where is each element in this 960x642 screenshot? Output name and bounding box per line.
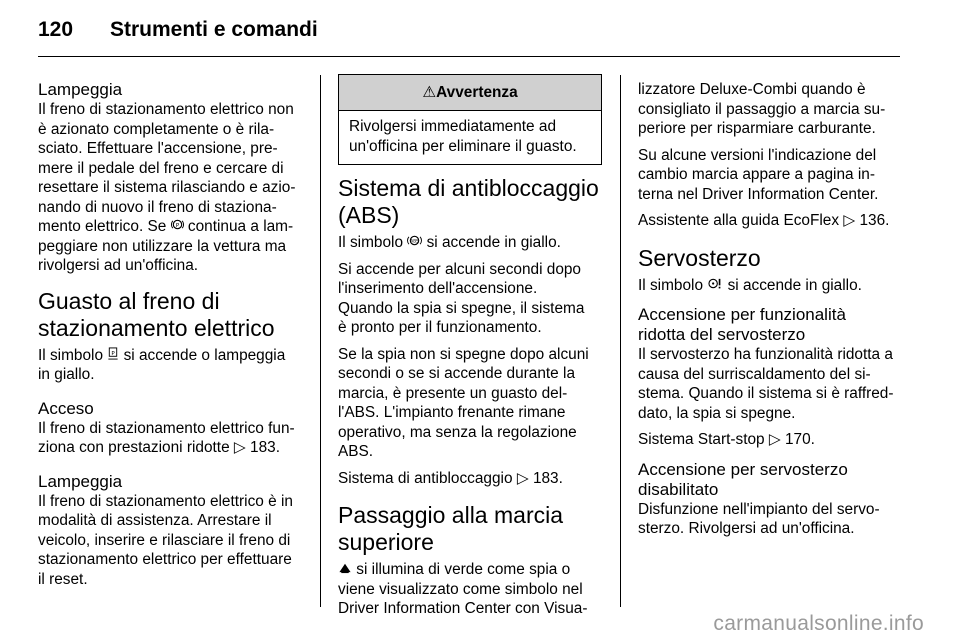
- paragraph-versions: Su alcune versioni l'indicazione del cambio marcia appare a pagina in- terna nel Driver Information Center.: [638, 146, 879, 203]
- heading-funzionalita-ridotta: Accensione per funzionalità ridotta del servosterzo: [638, 305, 846, 344]
- page-reference[interactable]: 136.: [859, 212, 890, 229]
- column-3: [638, 80, 904, 546]
- paragraph-acceso: Il freno di stazionamento elettrico fun- ziona con prestazioni ridotte ▷ 183.: [38, 419, 295, 456]
- page-reference-arrow-icon: ▷: [768, 431, 781, 448]
- paragraph-abs-1: Il simbolo ABS si accende in giallo.: [338, 234, 561, 251]
- page-reference-arrow-icon: ▷: [516, 469, 529, 487]
- heading-acceso: Acceso: [38, 398, 94, 418]
- page-number: 120: [38, 18, 74, 41]
- warning-body: Rivolgersi immediatamente ad un'officina per eliminare il guasto.: [349, 118, 577, 155]
- svg-text:ABS: ABS: [410, 238, 419, 244]
- warning-header: ⚠Avvertenza: [339, 75, 601, 111]
- column-1: [38, 80, 308, 596]
- paragraph-ridotta: Il servosterzo ha funzionalità ridotta a causa del surriscaldamento del si- stema. Quando il sistema si è raffred- dato, la spia si spegne.: [638, 346, 894, 422]
- paragraph-guasto: Il simbolo P si accende o lampeggia in giallo.: [38, 346, 286, 383]
- paragraph-lampeggia: Il freno di stazionamento elettrico non è azionato completamente o è rila- sciato. Effettuare l'accensione, pre- mere il pedale del freno e cercare di resettare il sistema rilasciando e azio- nando di nuovo il freno di staziona- mento elettrico. Se P continua a lam- peggiare non utilizzare la vettura ma rivolgersi ad un'officina.: [38, 101, 296, 274]
- paragraph-start-stop: Sistema Start-stop ▷ 170.: [638, 431, 815, 448]
- header-divider: [38, 56, 900, 57]
- heading-abs: Sistema di antibloccaggio (ABS): [338, 175, 599, 228]
- paragraph-upshift: si illumina di verde come spia o viene visualizzato come simbolo nel Driver Information Center con Visua-: [338, 561, 588, 617]
- upshift-arrow-icon: [338, 561, 352, 574]
- page-header: [38, 18, 318, 48]
- power-steering-icon: [707, 277, 723, 290]
- page-reference-arrow-icon: ▷: [843, 212, 856, 229]
- abs-icon: [407, 234, 422, 247]
- paragraph-servo: Il simbolo si accende in giallo.: [638, 276, 862, 294]
- warning-triangle-icon: ⚠: [422, 84, 437, 101]
- paragraph-deluxe: lizzatore Deluxe-Combi quando è consigliato il passaggio a marcia su- periore per risparmiare carburante.: [638, 81, 886, 137]
- park-brake-warning-icon: [171, 218, 184, 231]
- paragraph-ecoflex: Assistente alla guida EcoFlex ▷ 136.: [638, 212, 890, 229]
- svg-text:P: P: [111, 350, 115, 357]
- heading-disabilitato: Accensione per servosterzo disabilitato: [638, 459, 848, 499]
- page-reference-arrow-icon: ▷: [233, 439, 246, 456]
- svg-text:P: P: [175, 222, 179, 229]
- column-divider-2: [620, 75, 621, 607]
- paragraph-abs-2: Si accende per alcuni secondi dopo l'inserimento dell'accensione. Quando la spia si spegne, il sistema è pronto per il funzionamento.: [338, 260, 585, 336]
- warning-box: [338, 74, 602, 165]
- paragraph-disabilitato: Disfunzione nell'impianto del servo- sterzo. Rivolgersi ad un'officina.: [638, 500, 880, 537]
- heading-servosterzo: Servosterzo: [638, 244, 761, 271]
- paragraph-abs-4: Sistema di antibloccaggio ▷ 183.: [338, 469, 563, 487]
- column-2: [338, 80, 602, 626]
- park-brake-fault-icon: [107, 347, 119, 360]
- watermark: carmanualsonline.info: [713, 612, 924, 635]
- heading-lampeggia: Lampeggia: [38, 80, 123, 99]
- chapter-title: Strumenti e comandi: [110, 18, 318, 41]
- page-reference[interactable]: 170.: [785, 431, 815, 448]
- paragraph-lampeggia-2: Il freno di stazionamento elettrico è in modalità di assistenza. Arrestare il veicolo, inserire e rilasciare il freno di stazionamento elettrico per effettuare il reset.: [38, 492, 293, 588]
- page-reference[interactable]: 183.: [250, 439, 281, 456]
- page-reference[interactable]: 183.: [532, 469, 563, 487]
- paragraph-abs-3: Se la spia non si spegne dopo alcuni secondi o se si accende durante la marcia, è presente un guasto del- l'ABS. L'impianto frenante rimane operativo, ma senza la regolazione ABS.: [338, 345, 589, 460]
- column-divider-1: [320, 75, 321, 607]
- heading-lampeggia-2: Lampeggia: [38, 471, 123, 491]
- heading-upshift: Passaggio alla marcia superiore: [338, 502, 564, 555]
- heading-guasto-freno: Guasto al freno di stazionamento elettrico: [38, 287, 275, 341]
